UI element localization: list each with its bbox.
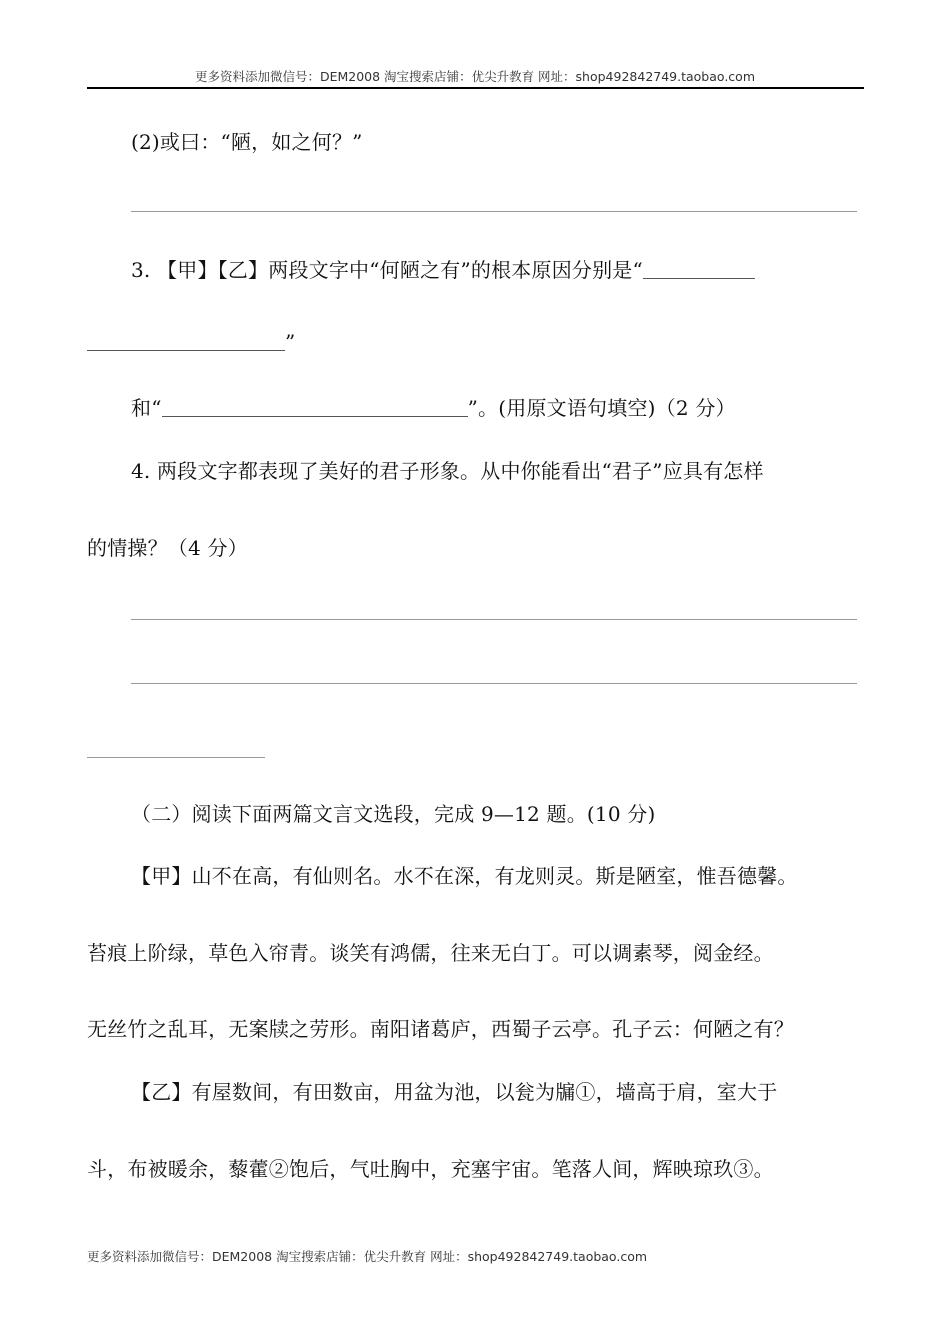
question-3-line-1 (131, 256, 755, 284)
answer-blank-q3-b[interactable] (162, 396, 468, 417)
answer-blank-q3-a[interactable] (643, 258, 755, 279)
answer-blank-q3-a-continued[interactable] (87, 330, 285, 351)
header-divider (87, 87, 864, 89)
passage-yi-line-1: 【乙】有屋数间，有田数亩，用盆为池，以瓮为牖①，墙高于肩，室大于 (131, 1080, 778, 1104)
question-2-item-2: (2)或曰：“陋，如之何？” (131, 130, 363, 154)
question-3-close-quote: ” (285, 330, 296, 354)
question-4-line-2: 的情操？（4 分） (87, 536, 248, 560)
question-3-and: 和“ (131, 396, 162, 420)
answer-line-q4-2 (131, 683, 857, 684)
question-3-instruction: ”。(用原文语句填空)（2 分） (467, 396, 736, 420)
answer-line-q2 (131, 211, 857, 212)
passage-jia-line-2: 苔痕上阶绿，草色入帘青。谈笑有鸿儒，往来无白丁。可以调素琴，阅金经。 (87, 941, 774, 965)
passage-jia-line-3: 无丝竹之乱耳，无案牍之劳形。南阳诸葛庐，西蜀子云亭。孔子云：何陋之有？ (87, 1017, 794, 1041)
question-4-line-1: 4. 两段文字都表现了美好的君子形象。从中你能看出“君子”应具有怎样 (131, 459, 764, 483)
answer-line-q4-3 (87, 757, 265, 758)
passage-yi-line-2: 斗，布被暖余，藜藿②饱后，气吐胸中，充塞宇宙。笔落人间，辉映琼玖③。 (87, 1157, 774, 1181)
page-footer: 更多资料添加微信号：DEM2008 淘宝搜索店铺：优尖升教育 网址：shop492842749.taobao.com (87, 1249, 648, 1264)
passage-jia-line-1: 【甲】山不在高，有仙则名。水不在深，有龙则灵。斯是陋室，惟吾德馨。 (131, 864, 798, 888)
page-header: 更多资料添加微信号：DEM2008 淘宝搜索店铺：优尖升教育 网址：shop492842749.taobao.com (194, 69, 756, 84)
question-3-line-2 (87, 328, 295, 356)
question-3-line-3 (131, 394, 736, 422)
question-3-text: 3. 【甲】【乙】两段文字中“何陋之有”的根本原因分别是“ (131, 258, 643, 282)
section-2-title: （二）阅读下面两篇文言文选段，完成 9—12 题。(10 分) (131, 802, 656, 826)
answer-line-q4-1 (131, 619, 857, 620)
